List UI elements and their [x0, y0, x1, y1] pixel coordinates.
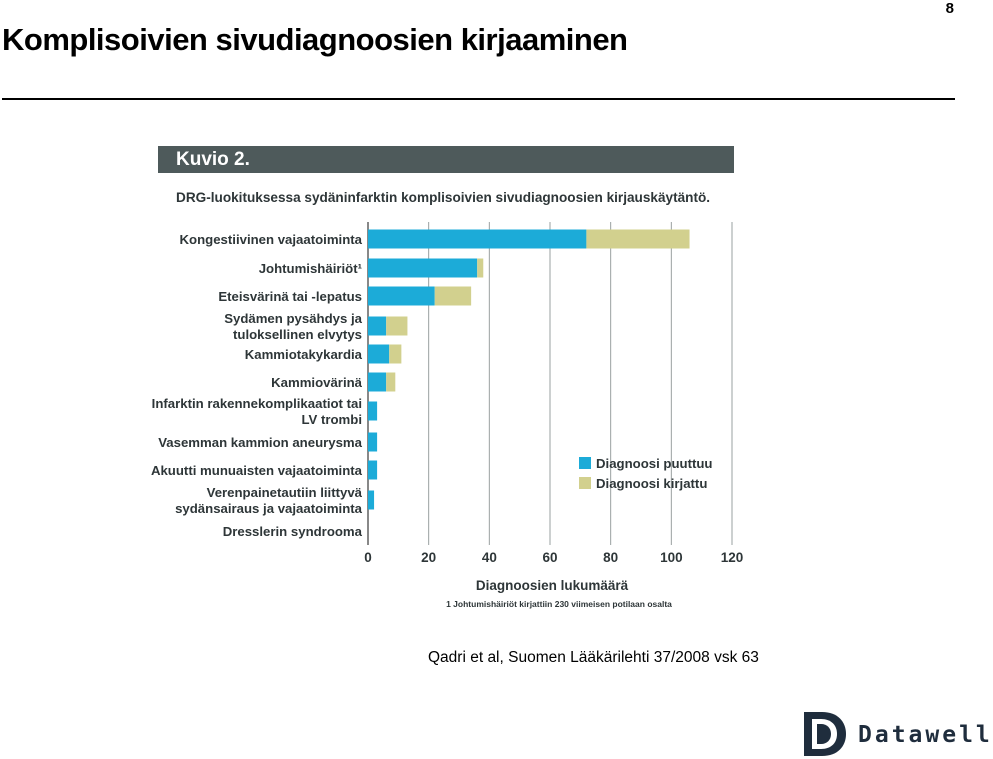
x-tick-label: 80	[603, 550, 619, 565]
bar-diagnosis-missing	[368, 402, 377, 421]
bar-diagnosis-missing	[368, 317, 386, 336]
figure-subtitle: DRG-luokituksessa sydäninfarktin komplisoivien sivudiagnoosien kirjauskäytäntö.	[176, 190, 711, 205]
bar-diagnosis-recorded	[435, 287, 471, 306]
category-label: Johtumishäiriöt¹	[258, 261, 362, 276]
category-label: Infarktin rakennekomplikaatiot tai LV trombi	[151, 396, 362, 427]
datawell-logo	[800, 708, 993, 759]
legend-label: Diagnoosi puuttuu	[596, 456, 713, 471]
category-label: Vasemman kammion aneurysma	[158, 435, 362, 450]
slide-title: Komplisoivien sivudiagnoosien kirjaaminen	[2, 22, 628, 57]
datawell-logo-mark-icon	[800, 708, 850, 759]
legend-label: Diagnoosi kirjattu	[596, 476, 708, 491]
category-label: Eteisvärinä tai -lepatus	[218, 289, 362, 304]
category-labels	[151, 232, 363, 539]
bar-diagnosis-missing	[368, 461, 377, 480]
x-axis-title: Diagnoosien lukumäärä	[475, 578, 629, 593]
x-tick-label: 120	[720, 550, 744, 565]
bar-diagnosis-recorded	[389, 345, 401, 364]
bar-diagnosis-missing	[368, 287, 435, 306]
x-axis-ticks	[364, 550, 743, 565]
category-label: Dresslerin syndrooma	[222, 524, 362, 539]
legend	[579, 456, 712, 491]
page-number: 8	[945, 0, 954, 17]
bar-diagnosis-recorded	[386, 317, 407, 336]
bar-diagnosis-missing	[368, 345, 389, 364]
x-tick-label: 100	[660, 550, 683, 565]
category-label: Sydämen pysähdys ja tuloksellinen elvytys	[224, 311, 362, 342]
legend-swatch	[579, 477, 591, 489]
x-tick-label: 0	[364, 550, 372, 565]
bar-diagnosis-recorded	[477, 259, 483, 278]
x-tick-label: 60	[542, 550, 558, 565]
category-label: Kammiovärinä	[271, 375, 362, 390]
datawell-logo-text: Datawell	[858, 722, 993, 748]
x-tick-label: 20	[421, 550, 437, 565]
category-label: Kongestiivinen vajaatoiminta	[179, 232, 362, 247]
bar-diagnosis-missing	[368, 491, 374, 510]
category-label: Akuutti munuaisten vajaatoiminta	[150, 463, 362, 478]
category-label: Verenpainetautiin liittyvä sydänsairaus ja vajaatoiminta	[175, 485, 362, 516]
bar-diagnosis-recorded	[586, 230, 689, 249]
legend-swatch	[579, 457, 591, 469]
chart-footnote: 1 Johtumishäiriöt kirjattiin 230 viimeisen potilaan osalta	[446, 599, 672, 609]
figure-label-banner: Kuvio 2.	[158, 146, 734, 173]
x-tick-label: 40	[481, 550, 497, 565]
citation: Qadri et al, Suomen Lääkärilehti 37/2008 vsk 63	[428, 649, 759, 666]
bar-diagnosis-recorded	[386, 373, 395, 392]
category-label: Kammiotakykardia	[244, 347, 362, 362]
bar-diagnosis-missing	[368, 230, 586, 249]
bar-diagnosis-missing	[368, 433, 377, 452]
bar-diagnosis-missing	[368, 373, 386, 392]
bar-diagnosis-missing	[368, 259, 477, 278]
